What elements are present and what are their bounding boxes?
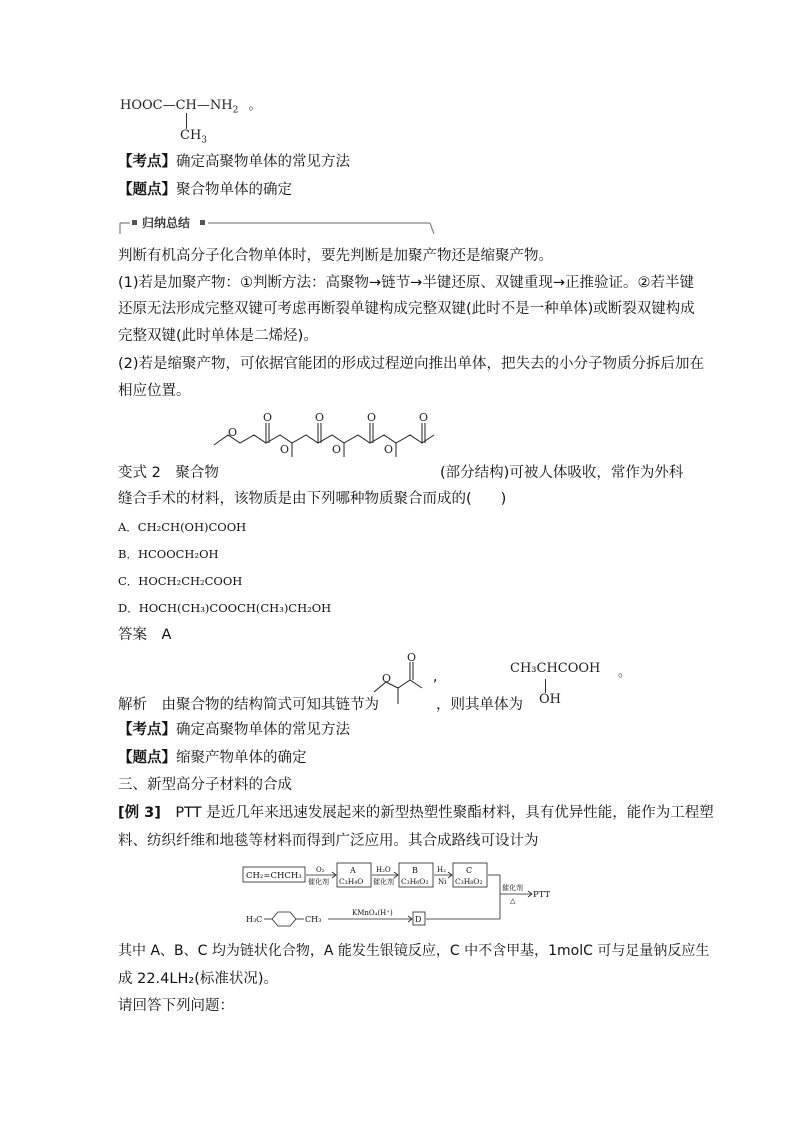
branch-bond bbox=[186, 113, 187, 129]
svg-text:H₂: H₂ bbox=[437, 866, 446, 874]
polymer-structure bbox=[210, 405, 440, 465]
kaodian-2: 【考点】确定高聚物单体的常见方法 bbox=[118, 722, 350, 738]
structure-tail: 。 bbox=[248, 98, 262, 113]
jiexi-part-a: 解析 由聚合物的结构简式可知其链节为 bbox=[118, 697, 379, 713]
svg-text:C₃H₆O₂: C₃H₆O₂ bbox=[401, 877, 429, 886]
tidian-2: 【题点】缩聚产物单体的确定 bbox=[118, 750, 307, 766]
jiexi-part-b: ，则其单体为 bbox=[436, 697, 523, 713]
example-3-after-line2: 成 22.4LH₂(标准状况)。 bbox=[118, 971, 279, 987]
svg-text:D: D bbox=[415, 915, 422, 924]
scheme-start: CH₂=CHCH₃ bbox=[246, 871, 302, 881]
svg-text:O: O bbox=[382, 672, 392, 685]
svg-text:PTT: PTT bbox=[533, 890, 551, 900]
tidian-1 bbox=[118, 180, 292, 200]
q2-option-a: A．CH₂CH(OH)COOH bbox=[118, 520, 247, 534]
example-3-line2: 料、纺织纤维和地毯等材料而得到广泛应用。其合成路线可设计为 bbox=[118, 833, 539, 849]
svg-text:C₃H₈O₂: C₃H₈O₂ bbox=[455, 877, 483, 886]
kaodian-1 bbox=[118, 152, 350, 172]
summary-p1-line2: 还原无法形成完整双键可考虑再断裂单键构成完整双键(此时不是一种单体)或断裂双键构成 bbox=[118, 301, 695, 317]
svg-text:O: O bbox=[407, 651, 417, 664]
q2-line2: 缝合手术的材料，该物质是由下列哪种物质聚合而成的( ) bbox=[118, 491, 507, 507]
svg-text:O: O bbox=[228, 426, 238, 439]
summary-p1-line1: (1)若是加聚产物：①判断方法：高聚物→链节→半键还原、双键重现→正推验证。②若半键 bbox=[118, 275, 694, 291]
summary-p2-line1: (2)若是缩聚产物，可依据官能团的形成过程逆向推出单体，把失去的小分子物质分拆后加在 bbox=[118, 356, 705, 372]
branch-ch3: $CH_3$ bbox=[180, 128, 208, 146]
synthesis-scheme bbox=[242, 860, 562, 930]
svg-text:Ni: Ni bbox=[438, 878, 447, 886]
q2-option-d: D．HOCH(CH₃)COOCH(CH₃)CH₂OH bbox=[118, 601, 332, 615]
svg-text:O: O bbox=[384, 443, 394, 456]
svg-text:O: O bbox=[263, 411, 273, 424]
summary-p2-line2: 相应位置。 bbox=[118, 383, 191, 399]
svg-text:O: O bbox=[280, 443, 290, 456]
kaodian-tag: 【考点】 bbox=[118, 154, 176, 170]
svg-text:O₂: O₂ bbox=[316, 866, 325, 874]
q2-prefix: 变式 2 聚合物 bbox=[118, 465, 219, 481]
monomer-bond bbox=[545, 679, 546, 693]
svg-text:O: O bbox=[367, 411, 377, 424]
structure-sub: 2 bbox=[232, 105, 239, 116]
comma-mark: , bbox=[433, 669, 438, 685]
summary-intro: 判断有机高分子化合物单体时，要先判断是加聚产物还是缩聚产物。 bbox=[118, 248, 553, 264]
kaodian-text: 确定高聚物单体的常见方法 bbox=[176, 154, 350, 170]
section-3-title: 三、新型高分子材料的合成 bbox=[118, 777, 292, 793]
example-3-line1: [例 3] PTT 是近几年来迅速发展起来的新型热塑性聚酯材料，具有优异性能，能作为工程塑 bbox=[118, 805, 714, 821]
example-3-tag: [例 3] bbox=[118, 805, 161, 821]
svg-text:KMnO₄(H⁺): KMnO₄(H⁺) bbox=[352, 909, 393, 917]
summary-header-title: 归纳总结 bbox=[142, 216, 191, 230]
q2-suffix: (部分结构)可被人体吸收，常作为外科 bbox=[440, 465, 684, 481]
structure-main: HOOC—CH—NH bbox=[120, 98, 233, 113]
example-3-after-line1: 其中 A、B、C 均为链状化合物，A 能发生银镜反应，C 中不含甲基，1molC 可与足量钠反应生 bbox=[118, 943, 710, 959]
tidian-text: 聚合物单体的确定 bbox=[176, 182, 292, 198]
summary-p1-line3: 完整双键(此时单体是二烯烃)。 bbox=[118, 328, 318, 344]
svg-text:H₃C: H₃C bbox=[246, 915, 263, 924]
svg-text:C: C bbox=[466, 866, 473, 875]
svg-text:O: O bbox=[419, 411, 429, 424]
svg-text:B: B bbox=[412, 866, 418, 875]
svg-text:A: A bbox=[350, 866, 356, 875]
tidian-tag: 【题点】 bbox=[118, 182, 176, 198]
svg-text:催化剂: 催化剂 bbox=[308, 878, 329, 886]
q2-option-c: C．HOCH₂CH₂COOH bbox=[118, 574, 243, 588]
svg-text:催化剂: 催化剂 bbox=[373, 878, 394, 886]
svg-text:C₃H₄O: C₃H₄O bbox=[339, 877, 364, 886]
q2-answer: 答案 A bbox=[118, 627, 172, 643]
svg-text:O: O bbox=[315, 411, 325, 424]
q2-option-b: B．HCOOCH₂OH bbox=[118, 547, 219, 561]
svg-text:H₂O: H₂O bbox=[376, 866, 391, 874]
svg-text:催化剂: 催化剂 bbox=[502, 884, 523, 892]
top-structure bbox=[120, 94, 262, 116]
svg-text:△: △ bbox=[510, 897, 516, 905]
svg-text:CH₃: CH₃ bbox=[305, 915, 322, 924]
example-3-after-line3: 请回答下列问题： bbox=[118, 998, 234, 1014]
repeat-unit-structure bbox=[370, 650, 430, 708]
summary-header bbox=[118, 214, 436, 234]
monomer-main: CH₃CHCOOH bbox=[510, 661, 601, 676]
monomer-tail: 。 bbox=[618, 665, 632, 680]
monomer-oh: OH bbox=[539, 692, 561, 707]
svg-text:O: O bbox=[332, 443, 342, 456]
